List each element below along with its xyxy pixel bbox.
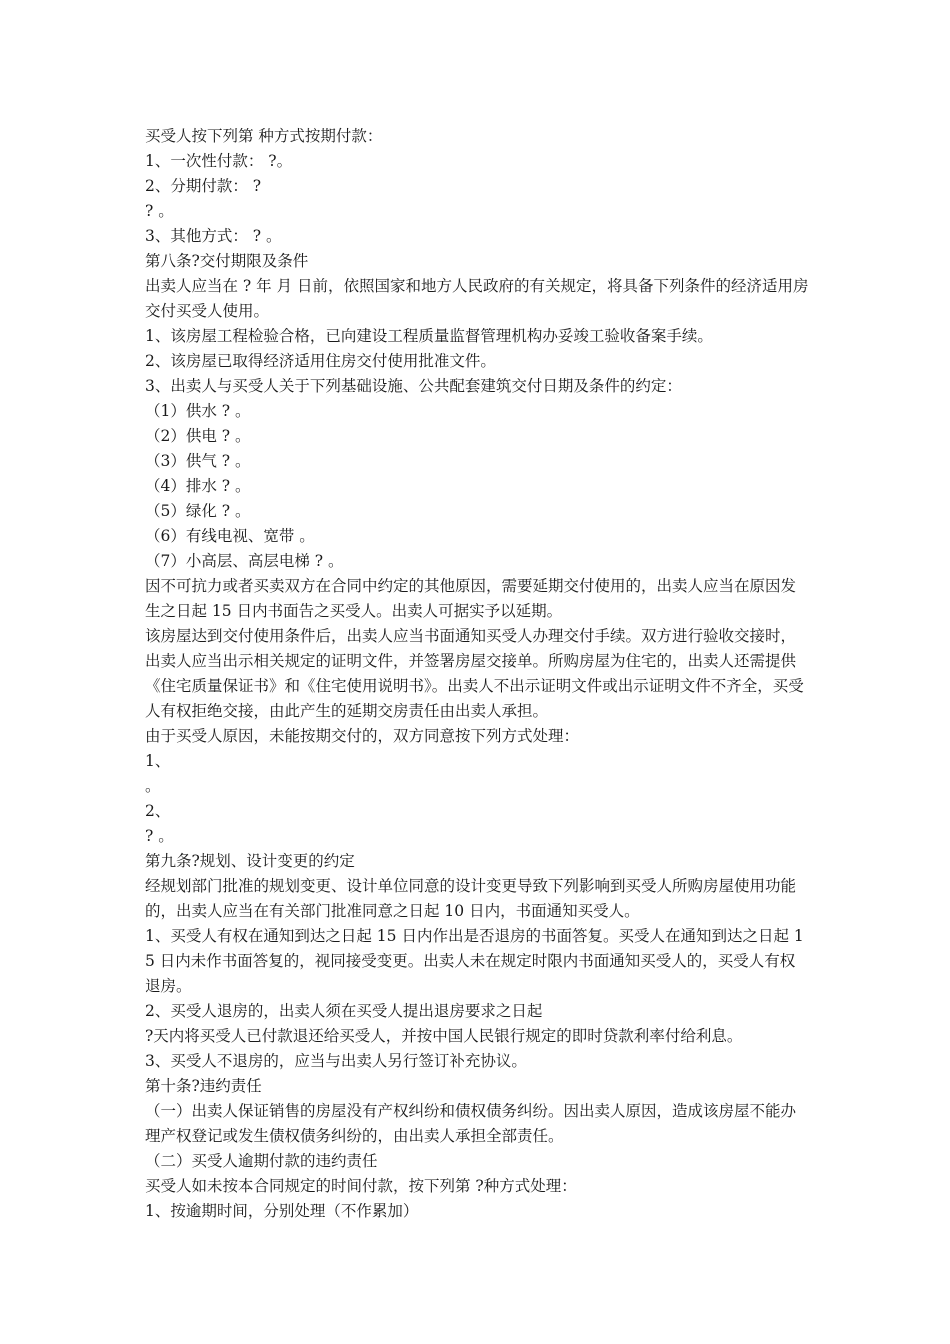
payment-option-installment-cont: ? 。 [145,202,174,220]
article-9-heading: 第九条?规划、设计变更的约定 [145,852,355,870]
facility-gas: （3）供气 ? 。 [145,452,251,470]
document-body [145,124,809,1224]
article-10-part-1: （一）出卖人保证销售的房屋没有产权纠纷和债权债务纠纷。因出卖人原因，造成该房屋不能办理产权登记或发生债权债务纠纷的，由出卖人承担全部责任。 [145,1102,797,1145]
payment-method-intro: 买受人按下列第 种方式按期付款： [145,127,383,145]
article-9-item-2: 2、买受人退房的，出卖人须在买受人提出退房要求之日起 [145,1002,543,1020]
facility-drainage: （4）排水 ? 。 [145,477,251,495]
late-payment-intro: 买受人如未按本合同规定的时间付款，按下列第 ?种方式处理： [145,1177,577,1195]
buyer-delay-intro: 由于买受人原因，未能按期交付的，双方同意按下列方式处理： [145,727,580,745]
article-9-item-1: 1、买受人有权在通知到达之日起 15 日内作出是否退房的书面答复。买受人在通知到达之日起 15 日内未作书面答复的，视同接受变更。出卖人未在规定时限内书面通知买受人的，买受人有权退房。 [145,927,804,995]
facility-water: （1）供水 ? 。 [145,402,251,420]
article-10-heading: 第十条?违约责任 [145,1077,262,1095]
buyer-delay-item-2: 2、 [145,802,171,820]
delivery-condition-2: 2、该房屋已取得经济适用住房交付使用批准文件。 [145,352,496,370]
buyer-delay-item-2-cont: ? 。 [145,827,174,845]
payment-option-lump-sum: 1、一次性付款： ?。 [145,152,293,170]
payment-option-other: 3、其他方式： ? 。 [145,227,282,245]
force-majeure-clause: 因不可抗力或者买卖双方在合同中约定的其他原因，需要延期交付使用的，出卖人应当在原因发生之日起 15 日内书面告之买受人。出卖人可据实予以延期。 [145,577,797,620]
buyer-delay-item-1-cont: 。 [145,777,161,795]
delivery-condition-3: 3、出卖人与买受人关于下列基础设施、公共配套建筑交付日期及条件的约定： [145,377,682,395]
facility-cable-broadband: （6）有线电视、宽带 。 [145,527,315,545]
facility-elevator: （7）小高层、高层电梯 ? 。 [145,552,344,570]
article-10-part-2-heading: （二）买受人逾期付款的违约责任 [145,1152,378,1170]
payment-option-installment: 2、分期付款： ? [145,177,262,195]
facility-greening: （5）绿化 ? 。 [145,502,251,520]
facility-power: （2）供电 ? 。 [145,427,251,445]
article-8-heading: 第八条?交付期限及条件 [145,252,309,270]
buyer-delay-item-1: 1、 [145,752,171,770]
article-9-intro: 经规划部门批准的规划变更、设计单位同意的设计变更导致下列影响到买受人所购房屋使用功能的，出卖人应当在有关部门批准同意之日起 10 日内，书面通知买受人。 [145,877,797,920]
article-9-item-2-cont: ?天内将买受人已付款退还给买受人，并按中国人民银行规定的即时贷款利率付给利息。 [145,1027,743,1045]
delivery-condition-1: 1、该房屋工程检验合格，已向建设工程质量监督管理机构办妥竣工验收备案手续。 [145,327,713,345]
article-8-delivery-clause: 出卖人应当在 ? 年 月 日前，依照国家和地方人民政府的有关规定，将具备下列条件的经济适用房交付买受人使用。 [145,277,809,320]
article-9-item-3: 3、买受人不退房的，应当与出卖人另行签订补充协议。 [145,1052,527,1070]
handover-clause: 该房屋达到交付使用条件后，出卖人应当书面通知买受人办理交付手续。双方进行验收交接时，出卖人应当出示相关规定的证明文件，并签署房屋交接单。所购房屋为住宅的，出卖人还需提供《住宅质量保证书》和《住宅使用说明书》。出卖人不出示证明文件或出示证明文件不齐全，买受人有权拒绝交接，由此产生的延期交房责任由出卖人承担。 [145,627,804,720]
late-payment-item-1: 1、按逾期时间，分别处理（不作累加） [145,1202,419,1220]
